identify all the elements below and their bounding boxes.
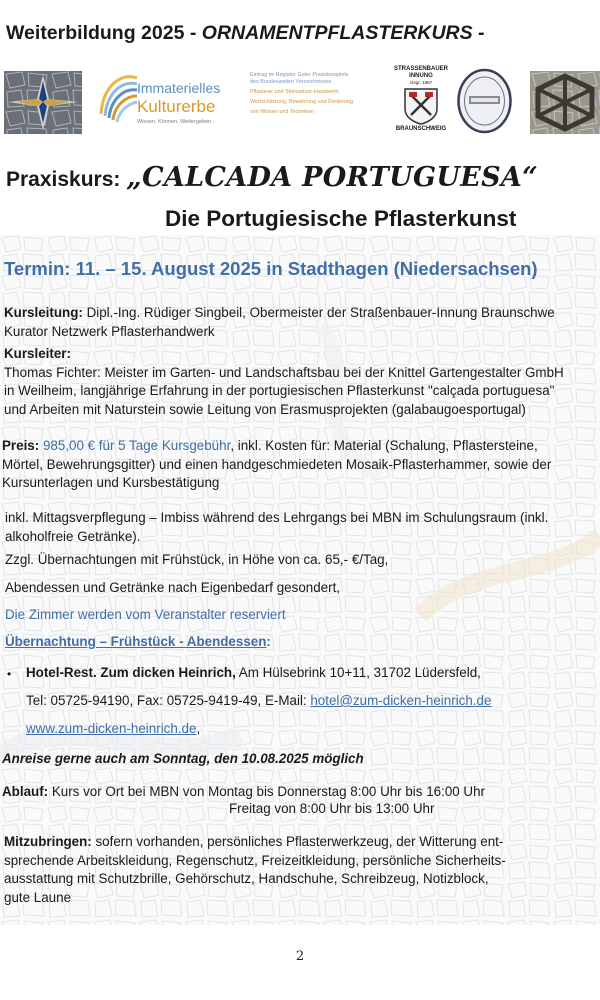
registry-line3: Pflasterer und Steinsetzer-Handwerk: [250, 89, 340, 95]
course-name: „CALCADA PORTUGUESA“ [126, 162, 538, 193]
preis-amount: 985,00 € für 5 Tage Kursgebühr [39, 438, 231, 453]
mitzubringen-block [4, 833, 506, 907]
anreise-note: Anreise gerne auch am Sonntag, den 10.08.2025 möglich [2, 751, 364, 766]
page-number: 2 [295, 949, 305, 964]
header-prefix: Weiterbildung 2025 [6, 22, 185, 44]
verpflegung-block [5, 509, 548, 546]
knot-mosaic-logo [530, 71, 600, 134]
preis-label: Preis: [2, 438, 40, 453]
praxis-label: Praxiskurs: [6, 168, 121, 191]
termin-line: Termin: 11. – 15. August 2025 in Stadthagen (Niedersachsen) [4, 258, 538, 279]
preis-rest: , inkl. Kosten für: Material (Schalung, Pflastersteine, [230, 438, 538, 453]
zimmer-note: Die Zimmer werden vom Veranstalter reserviert [5, 607, 286, 622]
hotel-name: Hotel-Rest. Zum dicken Heinrich, [26, 665, 236, 680]
bullet-icon: • [7, 667, 12, 681]
hotel-name-line [26, 664, 481, 683]
ike-line1: Immaterielles [137, 80, 221, 96]
hotel-address: Am Hülsebrink 10+11, 31702 Lüdersfeld, [235, 665, 481, 680]
innung-line2: INNUNG [409, 73, 433, 79]
kursleitung-line1: Dipl.-Ing. Rüdiger Singbeil, Obermeister der Straßenbauer-Innung Braunschwe [82, 305, 555, 320]
mitzubringen-line3: ausstattung mit Schutzbrille, Gehörschutz, Handschuhe, Schreibzeug, Notizblock, [4, 871, 489, 886]
mitzubringen-line2: sprechende Arbeitskleidung, Regenschutz, Freizeitkleidung, persönliche Sicherheits- [4, 852, 506, 868]
course-subtitle: Die Portugiesische Pflasterkunst [165, 206, 517, 231]
registry-entry-text [250, 72, 380, 116]
innung-year: Gegr. 1887 [409, 80, 433, 85]
hotel-email-link[interactable]: hotel@zum-dicken-heinrich.de [310, 693, 492, 708]
hotel-website-line [26, 720, 200, 739]
preis-line2: Mörtel, Bewehrungsgitter) und einen handgeschmiedeten Mosaik-Pflasterhammer, sowie der [2, 456, 552, 472]
hotel-website-suffix: , [196, 721, 201, 736]
mitzubringen-label: Mitzubringen: [4, 834, 92, 849]
registry-line2: des Bundesweiten Verzeichnisses [250, 79, 332, 85]
kursleitung-line2: Kurator Netzwerk Pflasterhandwerk [4, 323, 215, 339]
hotel-contact-line [26, 692, 491, 711]
kursleiter-block [4, 345, 564, 419]
uebernachtung-heading-colon: : [266, 634, 271, 649]
uebernachtung-heading [5, 633, 271, 652]
ablauf-line1 [2, 783, 485, 802]
verpflegung-line2: alkoholfreie Getränke). [5, 528, 141, 544]
kursleiter-line2: in Weilheim, langjährige Erfahrung in der portugiesischen Pflasterkunst "calçada portuguesa" [4, 383, 555, 398]
hotel-contact: Tel: 05725-94190, Fax: 05725-9419-49, E-Mail: [26, 693, 311, 708]
preis-block [2, 437, 551, 493]
mitzubringen-line4: gute Laune [4, 889, 72, 905]
innung-line1: STRASSENBAUER [393, 66, 448, 72]
registry-line4: Wertschätzung, Bewahrung und Förderung [250, 99, 353, 105]
mitzubringen-line1: sofern vorhanden, persönliches Pflasterwerkzeug, der Witterung ent- [91, 834, 504, 849]
preis-line3: Kursunterlagen und Kursbestätigung [2, 475, 220, 490]
strassenbauer-innung-logo [391, 66, 451, 138]
header-dash: - [184, 22, 202, 44]
ablauf-line2: Freitag von 8:00 Uhr bis 13:00 Uhr [229, 801, 435, 816]
round-seal-logo [457, 68, 512, 134]
kursleiter-label: Kursleiter: [4, 346, 71, 361]
abendessen-note: Abendessen und Getränke nach Eigenbedarf gesondert, [5, 580, 341, 595]
hotel-website-link[interactable]: www.zum-dicken-heinrich.de [26, 721, 197, 736]
kursleitung-label: Kursleitung: [4, 305, 83, 320]
innung-city: BRAUNSCHWEIG [395, 126, 447, 132]
document-header [6, 22, 485, 45]
header-course: ORNAMENTPFLASTERKURS - [201, 22, 485, 44]
ike-line2: Kulturerbe [137, 97, 216, 116]
kursleiter-line3: und Arbeiten mit Naturstein sowie Leitung von Erasmusprojekten (galabaugoesportugal) [4, 401, 526, 417]
uebernachtung-heading-text: Übernachtung – Frühstück - Abendessen [5, 634, 267, 649]
verpflegung-line1: inkl. Mittagsverpflegung – Imbiss während des Lehrgangs bei MBN im Schulungsraum (inkl. [5, 510, 549, 525]
registry-line1: Eintrag im Register Guter Praxisbeispiele [250, 72, 349, 78]
registry-line5: von Wissen und Techniken [250, 109, 315, 115]
immaterielles-kulturerbe-logo [97, 66, 247, 136]
ike-tagline: Wissen. Können. Weitergeben. [137, 119, 213, 125]
kursleiter-line1: Thomas Fichter: Meister im Garten- und Landschaftsbau bei der Knittel Gartengestalter GmbH [4, 364, 564, 380]
ablauf-label: Ablauf: [2, 784, 49, 799]
ike-swirl-icon [97, 66, 141, 130]
compass-mosaic-logo [4, 71, 82, 134]
kursleitung-block [4, 304, 555, 341]
course-title [6, 162, 538, 193]
uebernachtung-cost: Zzgl. Übernachtungen mit Frühstück, in Höhe von ca. 65,- €/Tag, [5, 552, 389, 567]
ablauf-text1: Kurs vor Ort bei MBN von Montag bis Donnerstag 8:00 Uhr bis 16:00 Uhr [48, 784, 486, 799]
crest-icon [401, 87, 441, 125]
